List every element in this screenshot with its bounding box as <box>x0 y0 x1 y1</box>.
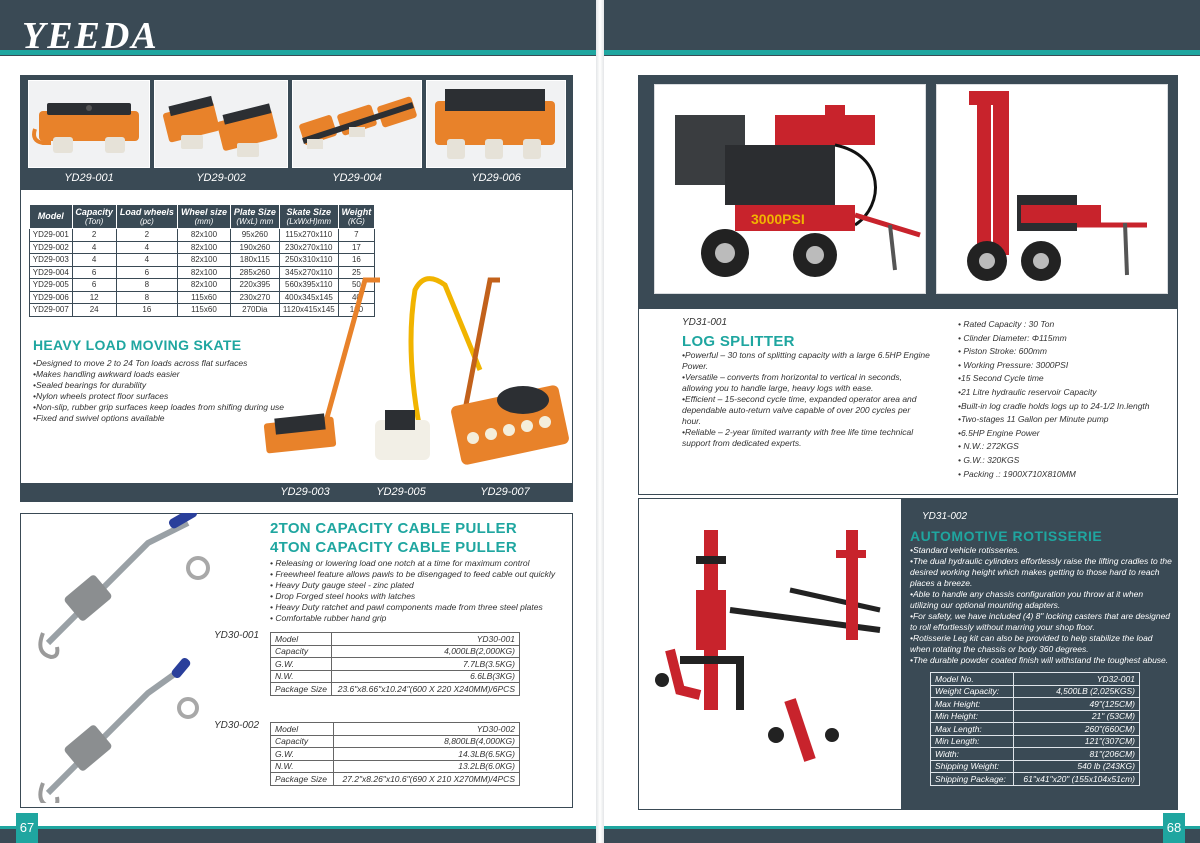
spec-label: Capacity <box>271 735 334 748</box>
splitter-photo-vertical <box>936 84 1168 294</box>
puller-bullet: • Releasing or lowering load one notch at a time for maximum control <box>270 558 530 568</box>
caption-yd29-007: YD29-007 <box>480 486 530 498</box>
skate-photo-yd29-006 <box>426 80 566 168</box>
skate-column-header <box>279 205 338 229</box>
skate-header-main: Model <box>37 211 64 221</box>
table-cell: YD29-005 <box>30 279 73 292</box>
splitter-spec: • N.W.: 272KGS <box>958 441 1019 452</box>
table-cell: 270Dia <box>230 304 279 317</box>
table-cell: 4 <box>116 254 177 267</box>
page-number-right: 68 <box>1163 813 1185 843</box>
skate-header-main: Capacity <box>75 206 113 217</box>
table-cell: 8 <box>116 279 177 292</box>
puller-title-2ton: 2TON CAPACITY CABLE PULLER <box>270 520 517 537</box>
skate-header-unit: (mm) <box>194 216 214 226</box>
table-cell: 25 <box>338 266 374 279</box>
rotisserie-desc-para: •Able to handle any chassis configuration you throw at it when utilizing our optional mounting adapters. <box>910 589 1144 610</box>
spec-value: 4,000LB(2,000KG) <box>332 645 520 658</box>
splitter-spec-list <box>958 318 1150 481</box>
skate-bullet: •Nylon wheels protect floor surfaces <box>33 391 169 401</box>
skate-photo-yd29-001 <box>28 80 150 168</box>
skate-header-main: Skate Size <box>286 206 332 217</box>
table-cell: 95x260 <box>230 229 279 242</box>
splitter-desc-para: •Efficient – 15-second cycle time, expanded operator area and dependable auto-return valve capable of over 200 cycles per hour. <box>682 394 917 426</box>
spec-value: 23.6"x8.66"x10.24"(600 X 220 X240MM)/6PCS <box>332 683 520 696</box>
puller-bullet: • Heavy Duty gauge steel - zinc plated <box>270 580 414 590</box>
spec-row <box>931 685 1140 698</box>
table-cell: 2 <box>116 229 177 242</box>
table-cell: 8 <box>116 291 177 304</box>
table-cell: 285x260 <box>230 266 279 279</box>
table-cell: YD29-007 <box>30 304 73 317</box>
spec-label: Capacity <box>271 645 332 658</box>
spec-value: 540 lb (243KG) <box>1014 760 1140 773</box>
spec-row <box>931 735 1140 748</box>
cable-puller-photos <box>28 513 218 803</box>
puller-4ton <box>40 656 197 803</box>
rotisserie-spec-body <box>931 673 1140 786</box>
splitter-desc-para: •Reliable – 2-year limited warranty with free life time technical support from dedicated experts. <box>682 427 914 448</box>
table-cell: 82x100 <box>177 279 230 292</box>
puller-title-4ton: 4TON CAPACITY CABLE PULLER <box>270 539 517 556</box>
table-cell: 16 <box>116 304 177 317</box>
spec-value: 14.3LB(6.5KG) <box>333 748 519 761</box>
table-cell: 16 <box>338 254 374 267</box>
table-cell: 115x270x110 <box>279 229 338 242</box>
skate-column-header <box>72 205 116 229</box>
spec-value: 81"(206CM) <box>1014 748 1140 761</box>
skate-bullet: •Makes handling awkward loads easier <box>33 369 180 379</box>
spec-value: 121"(307CM) <box>1014 735 1140 748</box>
splitter-spec: • Rated Capacity : 30 Ton <box>958 319 1055 329</box>
spec-value: YD32-001 <box>1014 673 1140 686</box>
skate-header-unit: (LxWxH)mm <box>286 216 331 226</box>
page-number-left: 67 <box>16 813 38 843</box>
table-cell: 560x395x110 <box>279 279 338 292</box>
table-cell: 82x100 <box>177 241 230 254</box>
skate-column-header <box>116 205 177 229</box>
table-cell: 17 <box>338 241 374 254</box>
skate-bullet: •Fixed and swivel options available <box>33 413 165 423</box>
spec-row <box>931 698 1140 711</box>
rotisserie-desc-para: •The dual hydraulic cylinders effortlessly raise the lifting cradles to the desired working height which makes getting to those hard to reach places a breeze. <box>910 556 1172 588</box>
skate-dolly-photos <box>255 270 575 480</box>
table-cell: 400x345x145 <box>279 291 338 304</box>
spec-label: Model <box>271 633 332 646</box>
splitter-spec: •6.5HP Engine Power <box>958 427 1040 438</box>
spec-label: Model <box>271 723 334 736</box>
spec-label: Max Height: <box>931 698 1014 711</box>
puller-bullet: • Freewheel feature allows pawls to be disengaged to feed cable out quickly <box>270 569 556 579</box>
table-cell: 50 <box>338 279 374 292</box>
spec-row <box>931 748 1140 761</box>
rotisserie-desc-para: •Rotisserie Leg kit can also be provided to help stabilize the load when rotating the chassis or body 360 degrees. <box>910 633 1153 654</box>
splitter-spec: •15 Second Cycle time <box>958 373 1044 384</box>
spec-row <box>271 735 520 748</box>
skate-header-row <box>30 205 375 229</box>
rotisserie-photo <box>640 510 898 772</box>
skate-header-main: Plate Size <box>233 206 276 217</box>
table-cell: YD29-002 <box>30 241 73 254</box>
spec-row <box>931 773 1140 786</box>
table-row <box>30 254 375 267</box>
footer-band <box>0 829 600 843</box>
table-cell: 345x270x110 <box>279 266 338 279</box>
table-cell: 6 <box>72 279 116 292</box>
skate-column-header <box>230 205 279 229</box>
skate-header-main: Wheel size <box>180 206 227 217</box>
splitter-spec: • Working Pressure: 3000PSI <box>958 359 1069 370</box>
caption-yd29-001: YD29-001 <box>64 172 114 184</box>
splitter-spec: • Clinder Diameter: Φ115mm <box>958 332 1067 343</box>
puller-bullet: • Drop Forged steel hooks with latches <box>270 591 416 601</box>
spec-value: 49"(125CM) <box>1014 698 1140 711</box>
footer-band <box>600 829 1200 843</box>
table-row <box>30 229 375 242</box>
spec-row <box>271 633 520 646</box>
skate-header-main: Weight <box>341 206 372 217</box>
skate-bullet: •Sealed bearings for durability <box>33 380 147 390</box>
spec-row <box>271 760 520 773</box>
caption-yd29-004: YD29-004 <box>332 172 382 184</box>
puller-2ton <box>40 513 208 657</box>
rotisserie-spec-table <box>930 672 1140 786</box>
splitter-spec: • Packing .: 1900X710X810MM <box>958 468 1076 479</box>
spec-label: Max Length: <box>931 723 1014 736</box>
puller-spec-table-1 <box>270 632 520 696</box>
rotisserie-model-label: YD31-002 <box>922 511 968 522</box>
spec-value: 4,500LB (2,025KGS) <box>1014 685 1140 698</box>
spec-row <box>931 760 1140 773</box>
rotisserie-desc-para: •Standard vehicle rotisseries. <box>910 545 1020 555</box>
table-cell: 2 <box>72 229 116 242</box>
table-cell: 82x100 <box>177 229 230 242</box>
table-cell: 6 <box>116 266 177 279</box>
table-cell: 250x310x110 <box>279 254 338 267</box>
spec-label: N.W. <box>271 670 332 683</box>
table-cell: 115x60 <box>177 304 230 317</box>
spec-row <box>271 683 520 696</box>
skate-header-unit: (KG) <box>347 216 365 226</box>
table-cell: 230x270x110 <box>279 241 338 254</box>
spec-row <box>271 723 520 736</box>
table-cell: 82x100 <box>177 266 230 279</box>
spec-row <box>271 773 520 786</box>
spec-row <box>931 710 1140 723</box>
spec-value: YD30-001 <box>332 633 520 646</box>
skate-column-header <box>177 205 230 229</box>
skate-bullet: •Designed to move 2 to 24 Ton loads across flat surfaces <box>33 358 248 368</box>
skate-photo-yd29-002 <box>154 80 288 168</box>
spec-value: YD30-002 <box>333 723 519 736</box>
skate-photo-yd29-004 <box>292 80 422 168</box>
puller-bullet: • Heavy Duty ratchet and pawl components made from three steel plates <box>270 602 543 612</box>
spec-row <box>271 748 520 761</box>
spec-row <box>271 645 520 658</box>
table-cell: 40 <box>338 291 374 304</box>
table-row <box>30 241 375 254</box>
spec-label: Shipping Weight: <box>931 760 1014 773</box>
table-cell: 4 <box>116 241 177 254</box>
spec-label: Width: <box>931 748 1014 761</box>
page-gutter <box>596 0 604 843</box>
spec-label: Min Length: <box>931 735 1014 748</box>
skate-header-main: Load wheels <box>119 206 174 217</box>
spec-row <box>931 673 1140 686</box>
spec-value: 260"(660CM) <box>1014 723 1140 736</box>
puller-spec-2-body <box>271 723 520 786</box>
splitter-spec: •Built-in log cradle holds logs up to 24-1/2 In.length <box>958 400 1150 411</box>
spec-value: 61"x41"x20" (155x104x51cm) <box>1014 773 1140 786</box>
table-cell: YD29-004 <box>30 266 73 279</box>
table-cell: 7 <box>338 229 374 242</box>
puller-bullet: • Comfortable rubber hand grip <box>270 613 387 623</box>
table-cell: 1120x415x145 <box>279 304 338 317</box>
right-page <box>600 0 1200 843</box>
table-cell: 4 <box>72 254 116 267</box>
table-cell: 160 <box>338 304 374 317</box>
table-cell: YD29-003 <box>30 254 73 267</box>
table-cell: 82x100 <box>177 254 230 267</box>
skate-title: HEAVY LOAD MOVING SKATE <box>33 337 242 353</box>
puller-spec-1-body <box>271 633 520 696</box>
splitter-description <box>682 350 930 449</box>
brand-logo: YEEDA <box>22 15 159 57</box>
table-cell: 115x60 <box>177 291 230 304</box>
table-cell: 6 <box>72 266 116 279</box>
header-accent-line <box>600 50 1200 55</box>
table-cell: 12 <box>72 291 116 304</box>
spec-value: 8,800LB(4,000KG) <box>333 735 519 748</box>
table-cell: 4 <box>72 241 116 254</box>
rotisserie-desc-para: •The durable powder coated finish will withstand the toughest abuse. <box>910 655 1169 665</box>
spec-label: Model No. <box>931 673 1014 686</box>
spec-label: G.W. <box>271 748 334 761</box>
skate-bullet: •Non-slip, rubber grip surfaces keep loades from shifing during use <box>33 402 285 412</box>
puller-model-2-label: YD30-002 <box>214 720 260 731</box>
spec-value: 21" (53CM) <box>1014 710 1140 723</box>
spec-value: 6.6LB(3KG) <box>332 670 520 683</box>
spec-label: G.W. <box>271 658 332 671</box>
table-cell: YD29-001 <box>30 229 73 242</box>
spec-row <box>931 723 1140 736</box>
skate-header-unit: (Ton) <box>84 216 104 226</box>
rotisserie-title: AUTOMOTIVE ROTISSERIE <box>910 528 1103 544</box>
splitter-model-label: YD31-001 <box>682 317 728 328</box>
skate-header-unit: (WxL) mm <box>236 216 274 226</box>
spec-label: Package Size <box>271 773 334 786</box>
splitter-desc-para: •Versatile – converts from horizontal to vertical in seconds, allowing you to handle large, heavy logs with ease. <box>682 372 902 393</box>
splitter-spec: • G.W.: 320KGS <box>958 454 1020 465</box>
caption-yd29-006: YD29-006 <box>471 172 521 184</box>
spec-label: N.W. <box>271 760 334 773</box>
splitter-spec: •21 Litre hydraulic reservoir Capacity <box>958 386 1097 397</box>
spec-label: Package Size <box>271 683 332 696</box>
skate-column-header <box>338 205 374 229</box>
spec-row <box>271 670 520 683</box>
rotisserie-description <box>910 545 1172 666</box>
splitter-title: LOG SPLITTER <box>682 333 795 350</box>
table-cell: 230x270 <box>230 291 279 304</box>
skate-header-unit: (pc) <box>139 216 154 226</box>
skate-table-head <box>30 205 375 229</box>
spec-label: Shipping Package: <box>931 773 1014 786</box>
puller-model-1-label: YD30-001 <box>214 630 260 641</box>
table-cell: 180x115 <box>230 254 279 267</box>
skate-column-header <box>30 205 73 229</box>
splitter-spec: •Two-stages 11 Gallon per Minute pump <box>958 414 1109 425</box>
splitter-photo-horizontal <box>654 84 926 294</box>
splitter-desc-para: •Powerful – 30 tons of splitting capacity with a large 6.5HP Engine Power. <box>682 350 930 371</box>
caption-yd29-005: YD29-005 <box>376 486 426 498</box>
spec-value: 7.7LB(3.5KG) <box>332 658 520 671</box>
table-cell: 220x395 <box>230 279 279 292</box>
spec-value: 27.2"x8.26"x10.6"(690 X 210 X270MM)/4PCS <box>333 773 519 786</box>
splitter-spec: • Piston Stroke: 600mm <box>958 346 1047 357</box>
spec-label: Min Height: <box>931 710 1014 723</box>
puller-spec-table-2 <box>270 722 520 786</box>
splitter-badge-text: 3000PSI <box>751 211 805 227</box>
table-cell: YD29-006 <box>30 291 73 304</box>
spec-value: 13.2LB(6.0KG) <box>333 760 519 773</box>
puller-bullets <box>270 558 555 624</box>
table-cell: 190x260 <box>230 241 279 254</box>
header-band <box>600 0 1200 56</box>
spec-row <box>271 658 520 671</box>
table-cell: 24 <box>72 304 116 317</box>
skate-bullets <box>33 358 284 424</box>
spec-label: Weight Capacity: <box>931 685 1014 698</box>
caption-yd29-003: YD29-003 <box>280 486 330 498</box>
rotisserie-desc-para: •For safety, we have included (4) 8" locking casters that are designed to roll effortlessly without marring your shop floor. <box>910 611 1171 632</box>
caption-yd29-002: YD29-002 <box>196 172 246 184</box>
